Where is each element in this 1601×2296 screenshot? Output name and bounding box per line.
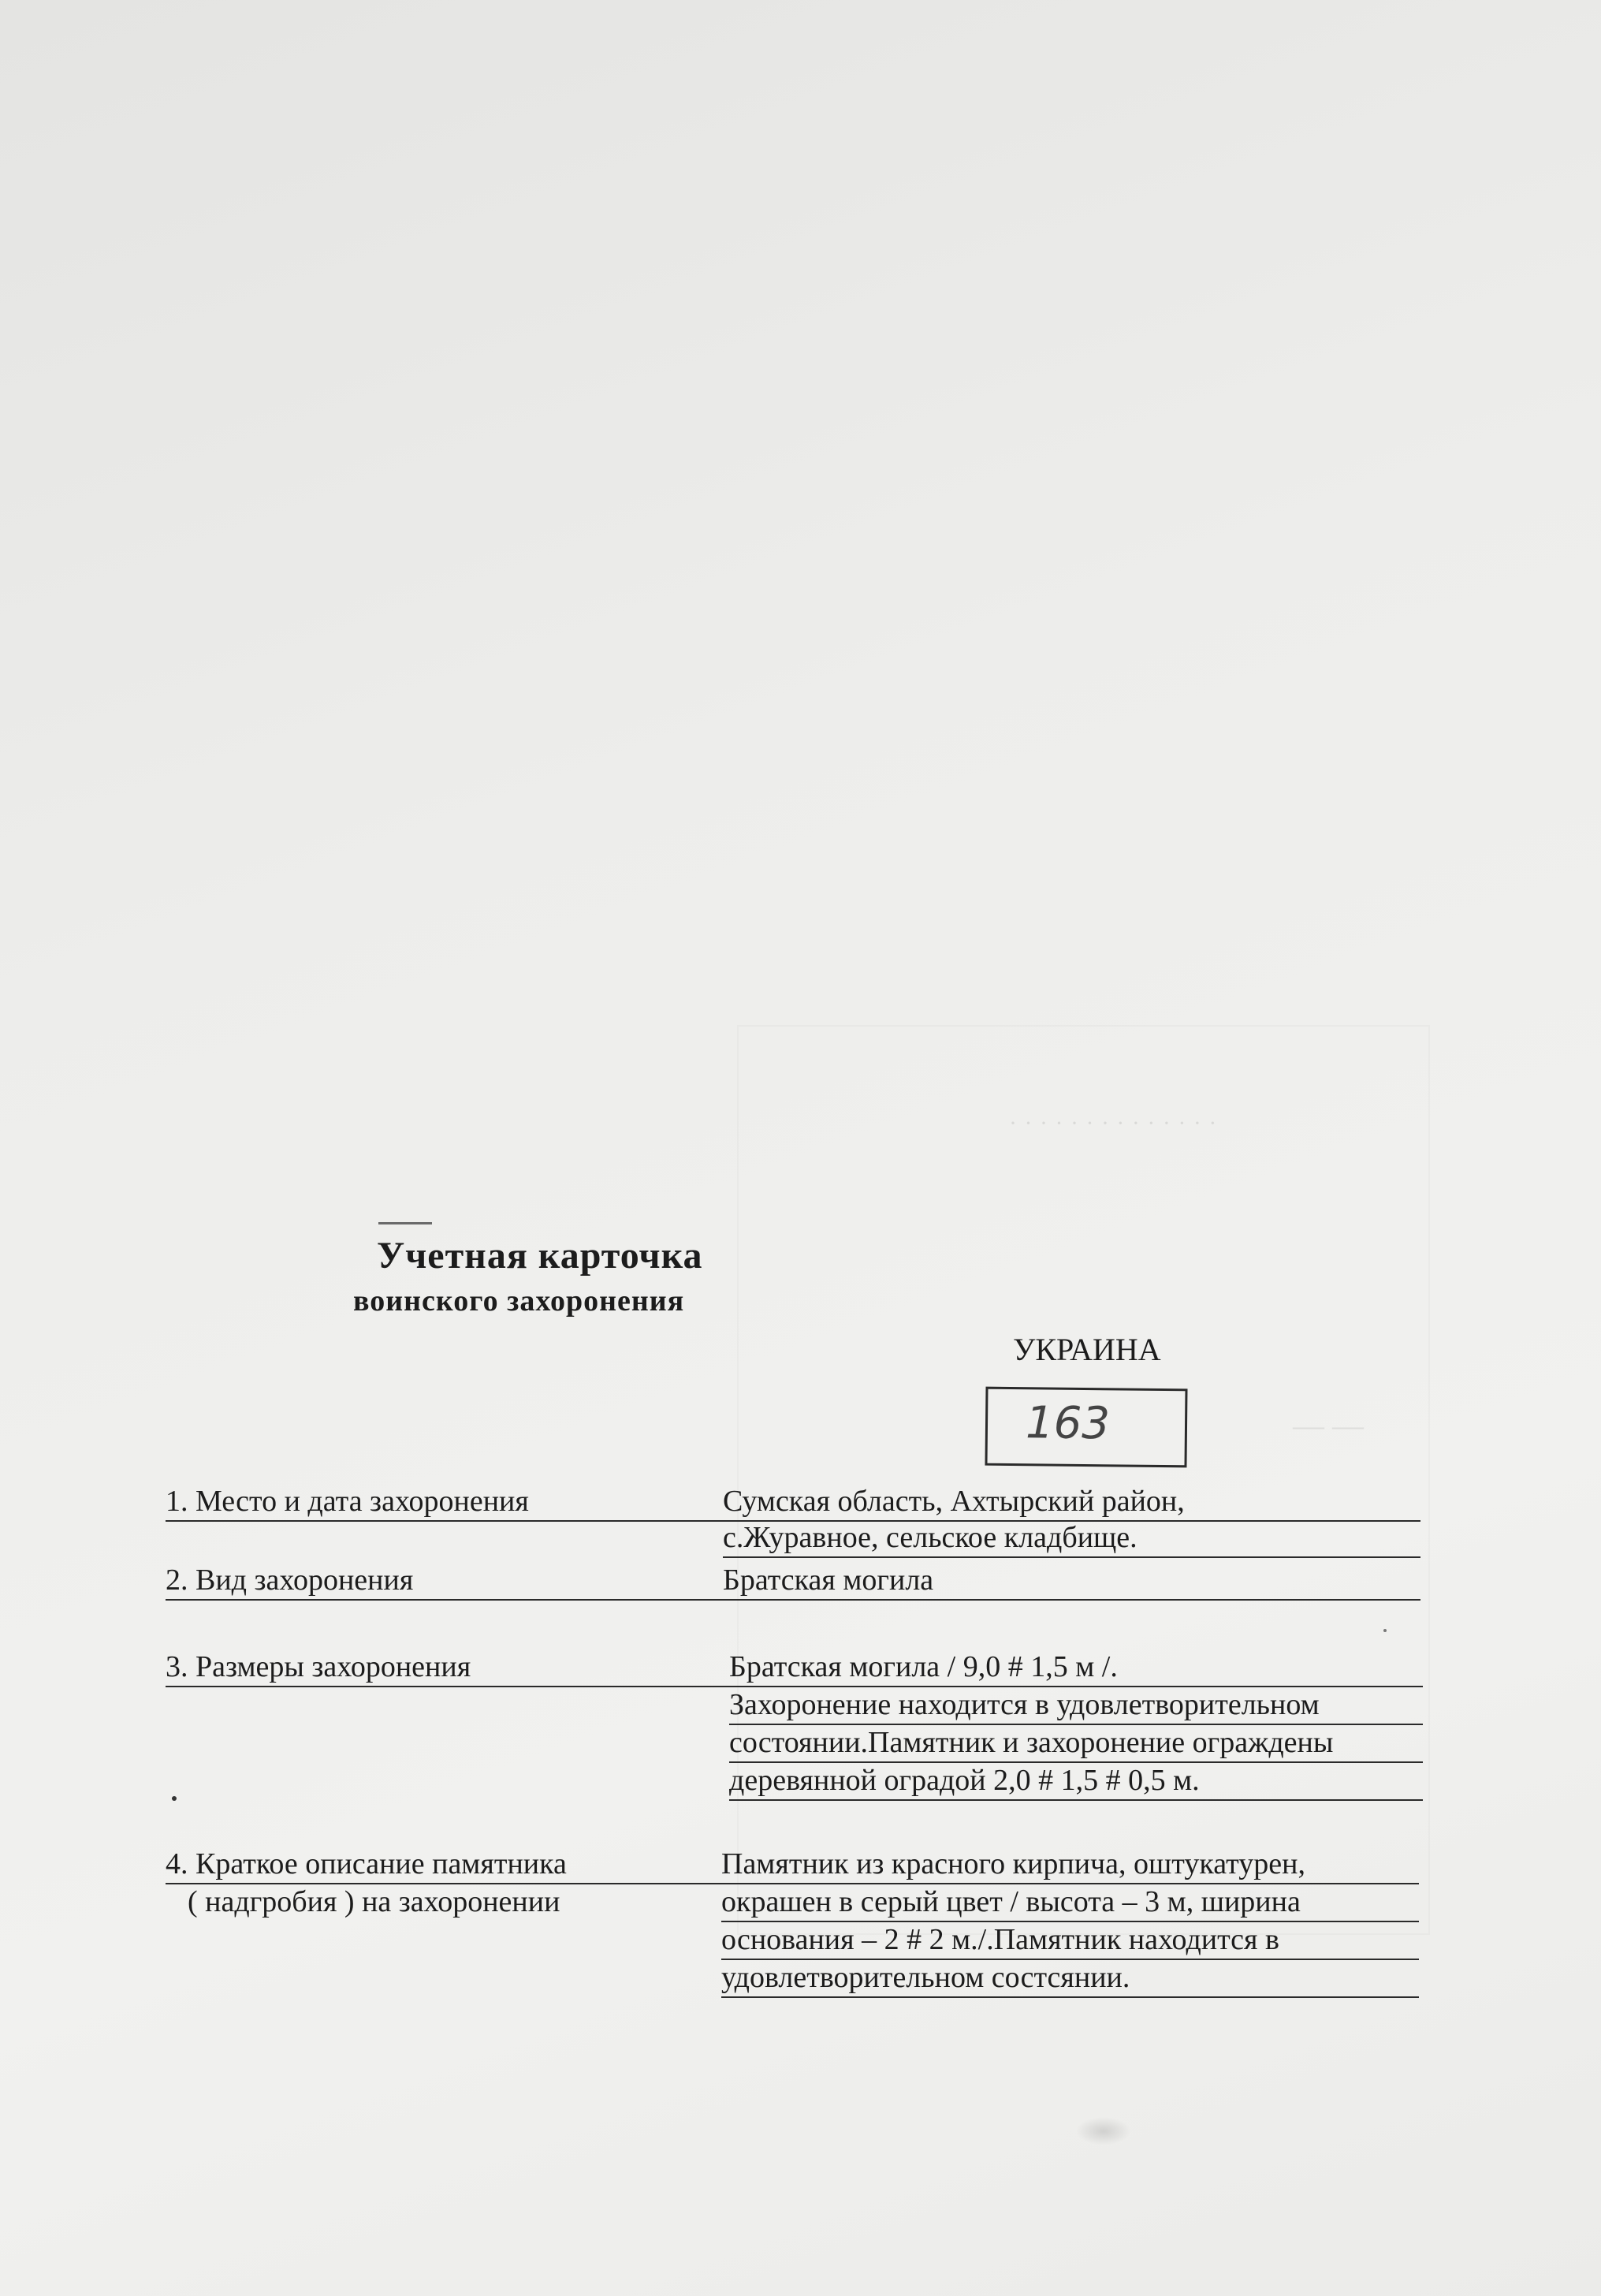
handwritten-card-number: 163	[1025, 1397, 1111, 1450]
faint-show-through-text: · · · · · · · · · · · · · ·	[1009, 1110, 1218, 1136]
paper-smudge	[1076, 2117, 1131, 2145]
section-line	[166, 1962, 1427, 2000]
card-title: Учетная карточка	[377, 1235, 703, 1277]
underline	[723, 1556, 1420, 1558]
section-value: окрашен в серый цвет / высота – 3 м, ширина	[721, 1885, 1301, 1918]
section-burial-type	[166, 1561, 1427, 1602]
section-line	[166, 1482, 1427, 1523]
section-line	[166, 1561, 1427, 1602]
section-line	[166, 1765, 1427, 1802]
card-subtitle: воинского захоронения	[353, 1284, 685, 1318]
stray-dot	[172, 1796, 177, 1801]
section-label: 3. Размеры захоронения	[166, 1650, 471, 1683]
section-line	[166, 1924, 1427, 1962]
pencil-dash-mark	[378, 1222, 432, 1224]
card-number-box	[985, 1387, 1187, 1468]
underline	[166, 1599, 1420, 1601]
section-value: Памятник из красного кирпича, оштукатурен,	[721, 1847, 1305, 1880]
section-line	[166, 1689, 1427, 1727]
section-line	[166, 1886, 1427, 1924]
section-value: Сумская область, Ахтырский район,	[723, 1485, 1185, 1518]
section-line	[166, 1523, 1427, 1560]
section-line	[166, 1648, 1427, 1689]
section-label: 2. Вид захоронения	[166, 1564, 414, 1597]
section-label: 1. Место и дата захоронения	[166, 1485, 529, 1518]
section-value: основания – 2 # 2 м./.Памятник находится в	[721, 1923, 1279, 1956]
section-burial-dimensions	[166, 1648, 1427, 1802]
section-value: Братская могила	[723, 1564, 934, 1597]
section-line	[166, 1727, 1427, 1765]
section-line	[166, 1845, 1427, 1886]
paper-speck	[1383, 1629, 1387, 1632]
underline	[721, 1996, 1419, 1998]
section-burial-place	[166, 1482, 1427, 1560]
section-value: деревянной оградой 2,0 # 1,5 # 0,5 м.	[729, 1764, 1200, 1797]
section-value: состоянии.Памятник и захоронение ограждены	[729, 1726, 1334, 1759]
section-value: с.Журавное, сельское кладбище.	[723, 1521, 1137, 1554]
underline	[729, 1799, 1423, 1801]
section-value: удовлетворительном состсянии.	[721, 1961, 1130, 1994]
section-label: 4. Краткое описание памятника	[166, 1847, 567, 1880]
section-monument-description	[166, 1845, 1427, 2000]
faint-show-through-number: — —	[1293, 1407, 1364, 1443]
section-value: Захоронение находится в удовлетворительном	[729, 1688, 1320, 1721]
section-label: ( надгробия ) на захоронении	[188, 1885, 560, 1918]
section-value: Братская могила / 9,0 # 1,5 м /.	[729, 1650, 1118, 1683]
country-label: УКРАИНА	[1013, 1332, 1161, 1367]
